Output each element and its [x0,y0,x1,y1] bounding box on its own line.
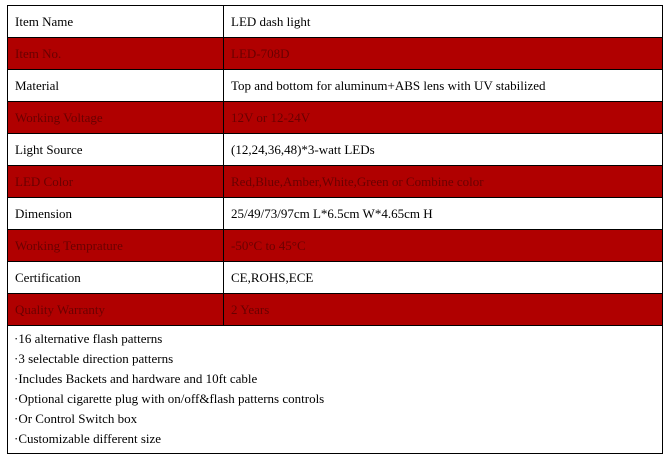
spec-row-working-voltage [8,102,663,134]
spec-row-working-temperature [8,230,663,262]
spec-row-item-no [8,38,663,70]
spec-label: Working Temprature [8,230,224,262]
spec-value: Red,Blue,Amber,White,Green or Combine color [224,166,663,198]
spec-row-quality-warranty [8,294,663,326]
spec-value: 2 Years [224,294,663,326]
spec-label: Certification [8,262,224,294]
spec-row-led-color [8,166,663,198]
spec-label: Light Source [8,134,224,166]
spec-value: 12V or 12-24V [224,102,663,134]
spec-value: Top and bottom for aluminum+ABS lens with UV stabilized [224,70,663,102]
feature-item: ·Includes Backets and hardware and 10ft cable [14,371,258,386]
feature-item: ·Optional cigarette plug with on/off&flash patterns controls [14,391,325,406]
spec-label: Quality Warranty [8,294,224,326]
spec-label: Material [8,70,224,102]
spec-value: -50°C to 45°C [224,230,663,262]
spec-row-item-name [8,6,663,38]
spec-label: Dimension [8,198,224,230]
feature-item: ·Customizable different size [14,431,162,446]
product-spec-table [7,5,663,454]
spec-row-features [8,326,663,454]
spec-row-certification [8,262,663,294]
feature-item: ·Or Control Switch box [14,411,138,426]
spec-label: Working Voltage [8,102,224,134]
spec-value: CE,ROHS,ECE [224,262,663,294]
feature-list [8,326,663,454]
spec-value: 25/49/73/97cm L*6.5cm W*4.65cm H [224,198,663,230]
spec-value: LED-708D [224,38,663,70]
feature-item: ·16 alternative flash patterns [14,331,163,346]
spec-label: Item No. [8,38,224,70]
spec-row-material [8,70,663,102]
spec-value: LED dash light [224,6,663,38]
feature-item: ·3 selectable direction patterns [14,351,174,366]
spec-row-light-source [8,134,663,166]
spec-row-dimension [8,198,663,230]
spec-value: (12,24,36,48)*3-watt LEDs [224,134,663,166]
spec-label: LED Color [8,166,224,198]
spec-label: Item Name [8,6,224,38]
